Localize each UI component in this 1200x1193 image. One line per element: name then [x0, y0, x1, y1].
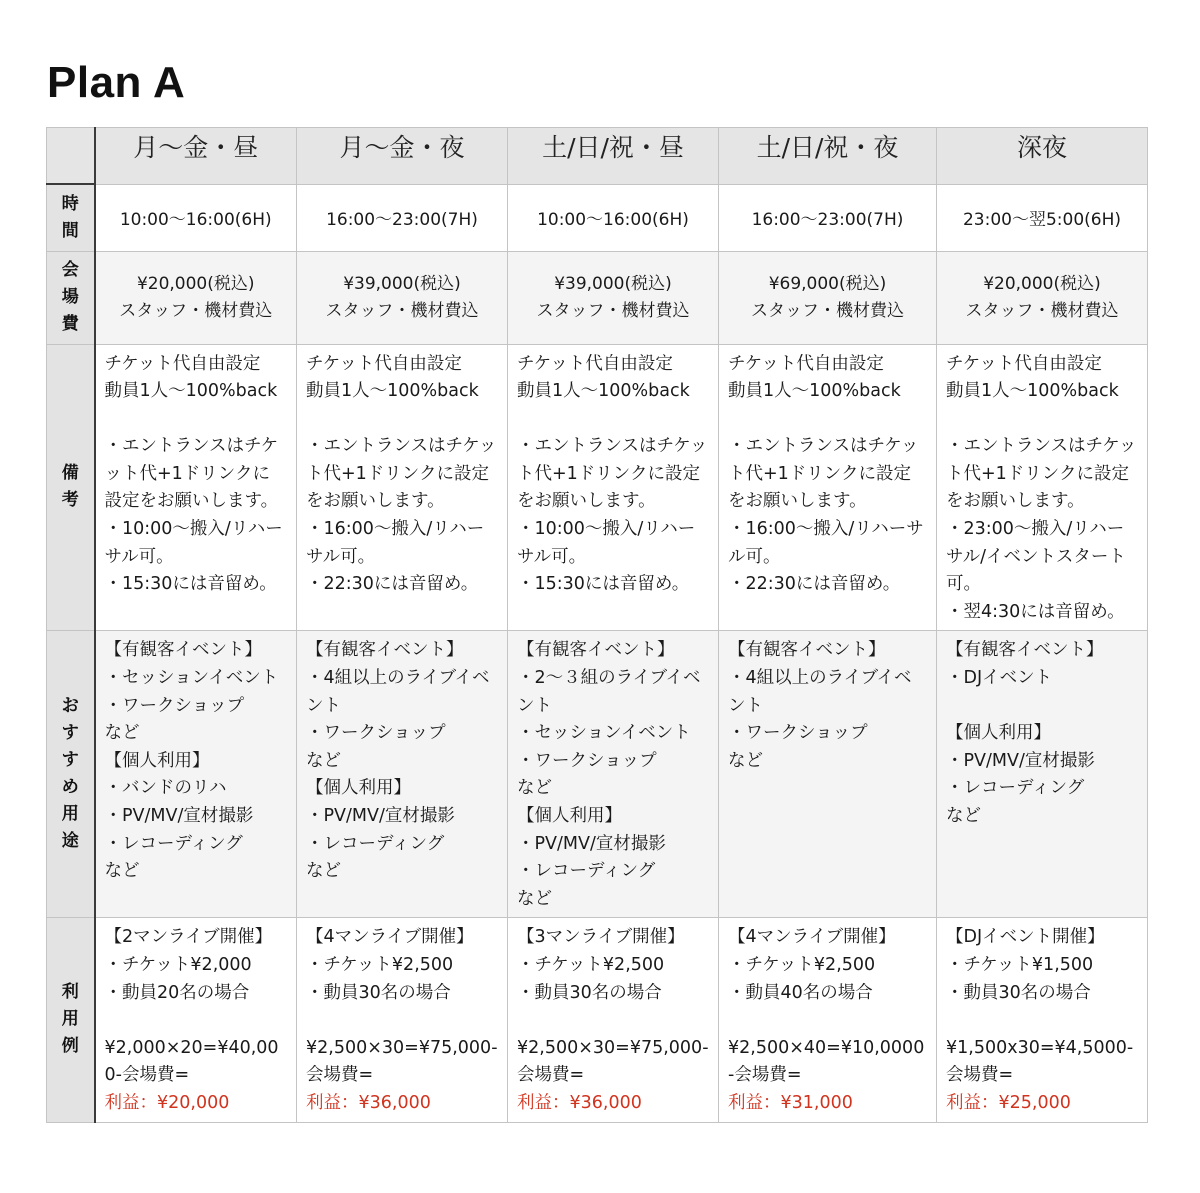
profit-text: 利益：¥25,000 [946, 1092, 1071, 1113]
header-row [47, 128, 1148, 185]
column-header: 土/日/祝・昼 [508, 128, 719, 185]
fee-cell: ¥39,000(税込) スタッフ・機材費込 [297, 251, 508, 344]
notes-cell: チケット代自由設定 動員1人〜100%back ・エントランスはチケット代+1ドリンクに設定をお願いします。 ・10:00〜搬入/リハーサル可。 ・15:30には音留め。 [95, 344, 297, 631]
time-row [47, 184, 1148, 251]
row-label-time: 時 間 [47, 184, 95, 251]
profit-text: 利益：¥31,000 [728, 1092, 853, 1113]
column-header: 月〜金・昼 [95, 128, 297, 185]
notes-cell: チケット代自由設定 動員1人〜100%back ・エントランスはチケット代+1ドリンクに設定をお願いします。 ・16:00〜搬入/リハーサル可。 ・22:30には音留め。 [719, 344, 937, 631]
use-cell: 【有観客イベント】 ・セッションイベント ・ワークショップ など 【個人利用】 ・バンドのリハ ・PV/MV/宣材撮影 ・レコーディング など [95, 631, 297, 918]
example-cell: 【4マンライブ開催】 ・チケット¥2,500 ・動員30名の場合 ¥2,500×30=¥75,000-会場費= 利益：¥36,000 [297, 918, 508, 1122]
time-cell: 10:00〜16:00(6H) [508, 184, 719, 251]
plan-table [46, 127, 1148, 1123]
example-row [47, 918, 1148, 1122]
use-cell: 【有観客イベント】 ・2〜３組のライブイベント ・セッションイベント ・ワークショップ など 【個人利用】 ・PV/MV/宣材撮影 ・レコーディング など [508, 631, 719, 918]
notes-cell: チケット代自由設定 動員1人〜100%back ・エントランスはチケット代+1ドリンクに設定をお願いします。 ・16:00〜搬入/リハーサル可。 ・22:30には音留め。 [297, 344, 508, 631]
notes-row [47, 344, 1148, 631]
profit-text: 利益：¥20,000 [104, 1092, 230, 1113]
example-cell: 【4マンライブ開催】 ・チケット¥2,500 ・動員40名の場合 ¥2,500×40=¥10,0000-会場費= 利益：¥31,000 [719, 918, 937, 1122]
example-cell: 【2マンライブ開催】 ・チケット¥2,000 ・動員20名の場合 ¥2,000×20=¥40,000-会場費= 利益：¥20,000 [95, 918, 297, 1122]
column-header: 深夜 [937, 128, 1148, 185]
time-cell: 10:00〜16:00(6H) [95, 184, 297, 251]
example-cell: 【DJイベント開催】 ・チケット¥1,500 ・動員30名の場合 ¥1,500x30=¥4,5000-会場費= 利益：¥25,000 [937, 918, 1148, 1122]
row-label-notes: 備 考 [47, 344, 95, 631]
recommended-use-row [47, 631, 1148, 918]
page-title: Plan A [47, 58, 186, 107]
example-cell: 【3マンライブ開催】 ・チケット¥2,500 ・動員30名の場合 ¥2,500×30=¥75,000-会場費= 利益：¥36,000 [508, 918, 719, 1122]
column-header: 月〜金・夜 [297, 128, 508, 185]
use-cell: 【有観客イベント】 ・4組以上のライブイベント ・ワークショップ など 【個人利用】 ・PV/MV/宣材撮影 ・レコーディング など [297, 631, 508, 918]
profit-text: 利益：¥36,000 [306, 1092, 431, 1113]
use-cell: 【有観客イベント】 ・DJイベント 【個人利用】 ・PV/MV/宣材撮影 ・レコーディング など [937, 631, 1148, 918]
row-label-recommended-use: お す す め 用 途 [47, 631, 95, 918]
fee-cell: ¥69,000(税込) スタッフ・機材費込 [719, 251, 937, 344]
row-label-fee: 会 場 費 [47, 251, 95, 344]
fee-cell: ¥20,000(税込) スタッフ・機材費込 [95, 251, 297, 344]
time-cell: 16:00〜23:00(7H) [297, 184, 508, 251]
column-header: 土/日/祝・夜 [719, 128, 937, 185]
corner-cell [47, 128, 95, 185]
fee-cell: ¥39,000(税込) スタッフ・機材費込 [508, 251, 719, 344]
fee-cell: ¥20,000(税込) スタッフ・機材費込 [937, 251, 1148, 344]
row-label-example: 利 用 例 [47, 918, 95, 1122]
fee-row [47, 251, 1148, 344]
use-cell: 【有観客イベント】 ・4組以上のライブイベント ・ワークショップ など [719, 631, 937, 918]
notes-cell: チケット代自由設定 動員1人〜100%back ・エントランスはチケット代+1ドリンクに設定をお願いします。 ・10:00〜搬入/リハーサル可。 ・15:30には音留め。 [508, 344, 719, 631]
time-cell: 23:00〜翌5:00(6H) [937, 184, 1148, 251]
time-cell: 16:00〜23:00(7H) [719, 184, 937, 251]
profit-text: 利益：¥36,000 [517, 1092, 642, 1113]
notes-cell: チケット代自由設定 動員1人〜100%back ・エントランスはチケット代+1ドリンクに設定をお願いします。 ・23:00〜搬入/リハーサル/イベントスタート可。 ・翌4:30には音留め。 [937, 344, 1148, 631]
